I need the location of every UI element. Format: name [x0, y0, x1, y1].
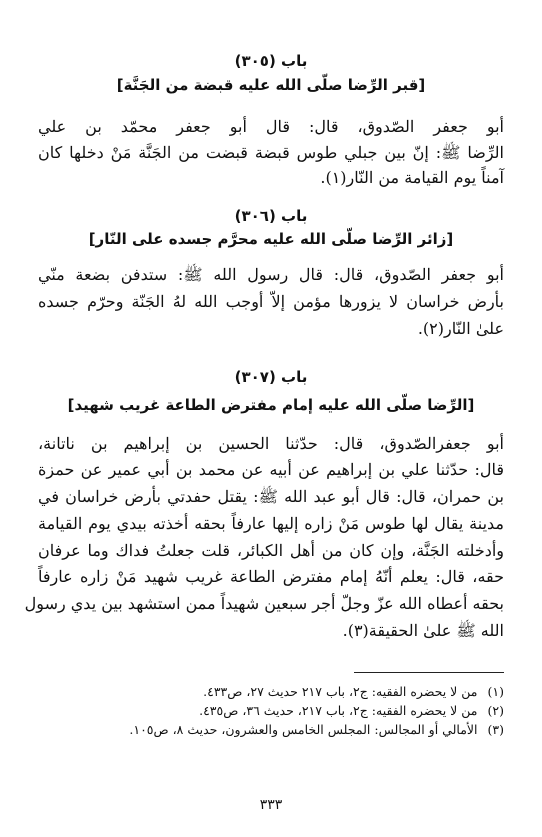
- paragraph-line: الله ﷺ علىٰ الحقيقة(٣).: [342, 621, 504, 640]
- paragraph-line: آمناً يوم القيامة من النّار(١).: [320, 168, 504, 187]
- paragraph-line: مدينة يقال لها طوس مَنْ زاره إليها عارفاً بحقه أخذته بيدي يوم القيامة: [38, 514, 504, 533]
- footnote: [38, 703, 504, 719]
- footnote-text: من لا يحضره الفقيه: ج٢، باب ٢١٧ حديث ٢٧، ص٤٣٣.: [203, 684, 478, 699]
- paragraph-line: الرِّضا ﷺ: إنّ بين جبلي طوس قبضة قبضت من الجَنَّة مَنْ دخلها كان: [38, 143, 504, 162]
- footnote: [38, 684, 504, 700]
- paragraph-line: أبو جعفر الصّدوق، قال: قال رسول الله ﷺ: ستدفن بضعة منّي: [38, 265, 504, 284]
- paragraph-line: بحقه أعطاه الله عزّ وجلّ أجر سبعين شهيداً ممن استشهد بين يدي رسول: [24, 594, 504, 613]
- paragraph-line: بن حمران، قال: قال أبو عبد الله ﷺ: يقتل حفدتي بأرض خراسان في: [38, 487, 504, 506]
- page-number: ٣٣٣: [259, 797, 283, 813]
- chapter-title: [زائر الرِّضا صلّى الله عليه محرَّم جسده على النّار]: [88, 230, 454, 248]
- footnote-text: الأمالي أو المجالس: المجلس الخامس والعشرون، حديث ٨، ص١٠٥.: [129, 722, 478, 737]
- chapter-number: باب (٣٠٦): [234, 207, 308, 225]
- paragraph-line: حقه، قال: يعلم أنّهُ إمام مفترض الطاعة غريب شهيد مَنْ زاره عارفاً: [38, 567, 504, 586]
- chapter-title: [قبر الرِّضا صلّى الله عليه قبضة من الجَنَّة]: [116, 76, 426, 94]
- footnote-separator: [354, 672, 504, 673]
- paragraph-line: أبو جعفر الصّدوق، قال: قال أبو جعفر محمّد بن علي: [38, 117, 504, 136]
- paragraph-line: أبو جعفرالصّدوق، قال: حدّثنا الحسين بن إبراهيم بن ناتانة،: [38, 434, 504, 453]
- paragraph-line: بأرض خراسان لا يزورها مؤمن إلاّ أوجب الله لهُ الجَنّة وحرّم جسده: [38, 292, 504, 311]
- chapter-number: باب (٣٠٧): [234, 368, 308, 386]
- footnote-number: (٣): [487, 722, 504, 737]
- chapter-number: باب (٣٠٥): [234, 52, 308, 70]
- footnote-number: (٢): [487, 703, 504, 718]
- paragraph-line: قال: حدّثنا علي بن إبراهيم عن أبيه عن محمد بن أبي عمير عن حمزة: [38, 460, 505, 479]
- footnote: [38, 722, 504, 738]
- chapter-title: [الرِّضا صلّى الله عليه إمام مفترض الطاعة غريب شهيد]: [67, 396, 475, 414]
- paragraph-line: علىٰ النّار(٢).: [417, 319, 504, 338]
- footnote-number: (١): [487, 684, 504, 699]
- footnote-text: من لا يحضره الفقيه: ج٢، باب ٢١٧، حديث ٣٦، ص٤٣٥.: [199, 703, 478, 718]
- paragraph-line: وأدخلته الجَنَّة، وإن كان من أهل الكبائر، قلت جعلتُ فداك وما عرفان: [38, 541, 505, 560]
